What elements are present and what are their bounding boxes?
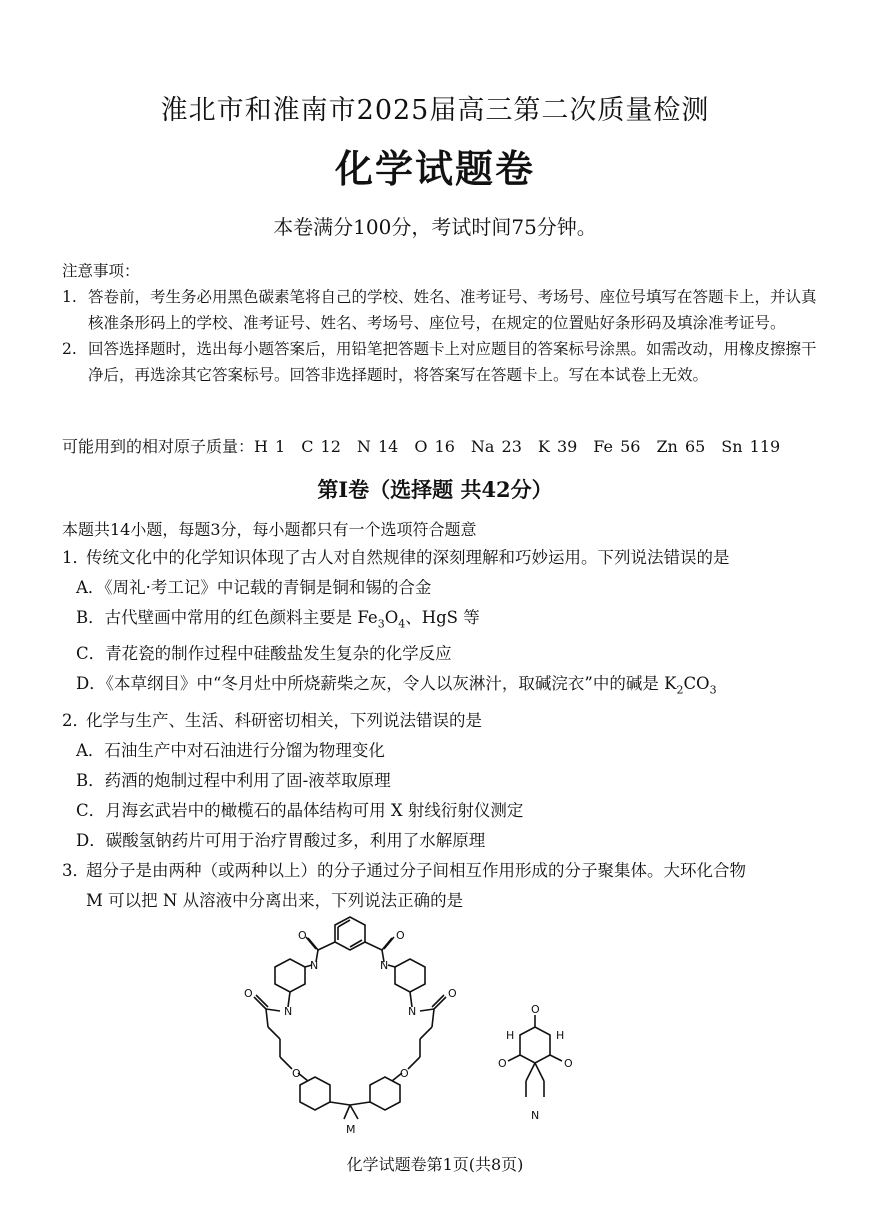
- svg-text:O: O: [400, 1067, 409, 1080]
- question-number: 1．: [62, 548, 89, 567]
- notice-number: 1.: [62, 288, 77, 306]
- macrocycle-m: [254, 917, 446, 1119]
- notice-number: 2.: [62, 340, 77, 358]
- option-a: A．《周礼·考工记》中记载的青铜是铜和锡的合金: [76, 578, 432, 597]
- section-title: 第Ⅰ卷（选择题 共42分）: [317, 477, 553, 502]
- question-stem: 传统文化中的化学知识体现了古人对自然规律的深刻理解和巧妙运用。下列说法错误的是: [86, 548, 730, 567]
- benzene-ring: [300, 1077, 330, 1110]
- question-number: 3．: [62, 860, 89, 880]
- notice-item: [62, 284, 822, 336]
- svg-text:N: N: [408, 1005, 417, 1018]
- svg-text:O: O: [448, 987, 457, 1000]
- svg-text:H: H: [506, 1029, 515, 1042]
- notice-heading: 注意事项：: [62, 262, 140, 280]
- svg-text:O: O: [564, 1057, 573, 1070]
- notice-text: 答卷前，考生务必用黑色碳素笔将自己的学校、姓名、准考证号、考场号、座位号填写在答题卡上，并认真核准条形码上的学校、准考证号、姓名、考场号、座位号，在规定的位置贴好条形码及填涂准考证号。: [88, 288, 817, 332]
- benzene-ring: [335, 917, 365, 950]
- svg-text:O: O: [498, 1057, 507, 1070]
- exam-title: 淮北市和淮南市2025届高三第二次质量检测: [160, 95, 710, 126]
- question-1: [62, 543, 832, 706]
- svg-text:H: H: [556, 1029, 565, 1042]
- svg-text:N: N: [310, 959, 319, 972]
- questions: [62, 543, 832, 916]
- pyridine-ring: [275, 959, 305, 992]
- option-c: C．月海玄武岩中的橄榄石的晶体结构可用 X 射线衍射仪测定: [76, 800, 524, 820]
- section-intro: 本题共14小题，每题3分，每小题都只有一个选项符合题意: [62, 520, 477, 539]
- label-m: M: [346, 1123, 356, 1136]
- pyridine-ring: [395, 959, 425, 992]
- option-a: A．石油生产中对石油进行分馏为物理变化: [76, 740, 385, 760]
- option-b: B．药酒的炮制过程中利用了固-液萃取原理: [76, 770, 391, 790]
- benzene-ring: [370, 1077, 400, 1110]
- atomic-masses: 可能用到的相对原子质量：H 1 C 12 N 14 O 16 Na 23 K 39 Fe 56 Zn 65 Sn 119: [62, 437, 781, 456]
- pyrimidine-ring: [520, 1027, 550, 1063]
- svg-text:O: O: [292, 1067, 301, 1080]
- option-d: D．《本草纲目》中“冬月灶中所烧薪柴之灰，令人以灰淋汁，取碱浣衣”中的碱是 $K_2CO_3$: [76, 674, 717, 697]
- question-2: [62, 706, 832, 856]
- question-number: 2．: [62, 710, 89, 730]
- label-n: N: [531, 1109, 540, 1122]
- svg-text:O: O: [396, 929, 405, 942]
- option-c: C．青花瓷的制作过程中硅酸盐发生复杂的化学反应: [76, 644, 452, 664]
- notice-item: [62, 336, 822, 388]
- svg-text:N: N: [284, 1005, 293, 1018]
- question-stem-continued: M 可以把 N 从溶液中分离出来，下列说法正确的是: [86, 890, 464, 910]
- molecule-n: [508, 1015, 565, 1097]
- subject-title: 化学试题卷: [334, 146, 535, 191]
- page-footer: 化学试题卷第1页(共8页): [346, 1155, 524, 1174]
- option-d: D．碳酸氢钠药片可用于治疗胃酸过多，利用了水解原理: [76, 830, 486, 850]
- svg-text:O: O: [244, 987, 253, 1000]
- svg-text:O: O: [298, 929, 307, 942]
- notice-text: 回答选择题时，选出每小题答案后，用铅笔把答题卡上对应题目的答案标号涂黑。如需改动，用橡皮擦擦干净后，再选涂其它答案标号。回答非选择题时，将答案写在答题卡上。写在本试卷上无效。: [88, 340, 817, 384]
- svg-text:N: N: [380, 959, 389, 972]
- molecule-figure: [240, 905, 600, 1140]
- question-stem: 化学与生产、生活、科研密切相关，下列说法错误的是: [86, 710, 482, 730]
- option-b: B．古代壁画中常用的红色颜料主要是 $Fe_3O_4$、HgS 等: [76, 608, 480, 631]
- notice-section: [62, 258, 822, 388]
- svg-text:O: O: [531, 1003, 540, 1016]
- question-stem: 超分子是由两种（或两种以上）的分子通过分子间相互作用形成的分子聚集体。大环化合物: [86, 860, 746, 880]
- exam-info: 本卷满分100分，考试时间75分钟。: [273, 215, 597, 239]
